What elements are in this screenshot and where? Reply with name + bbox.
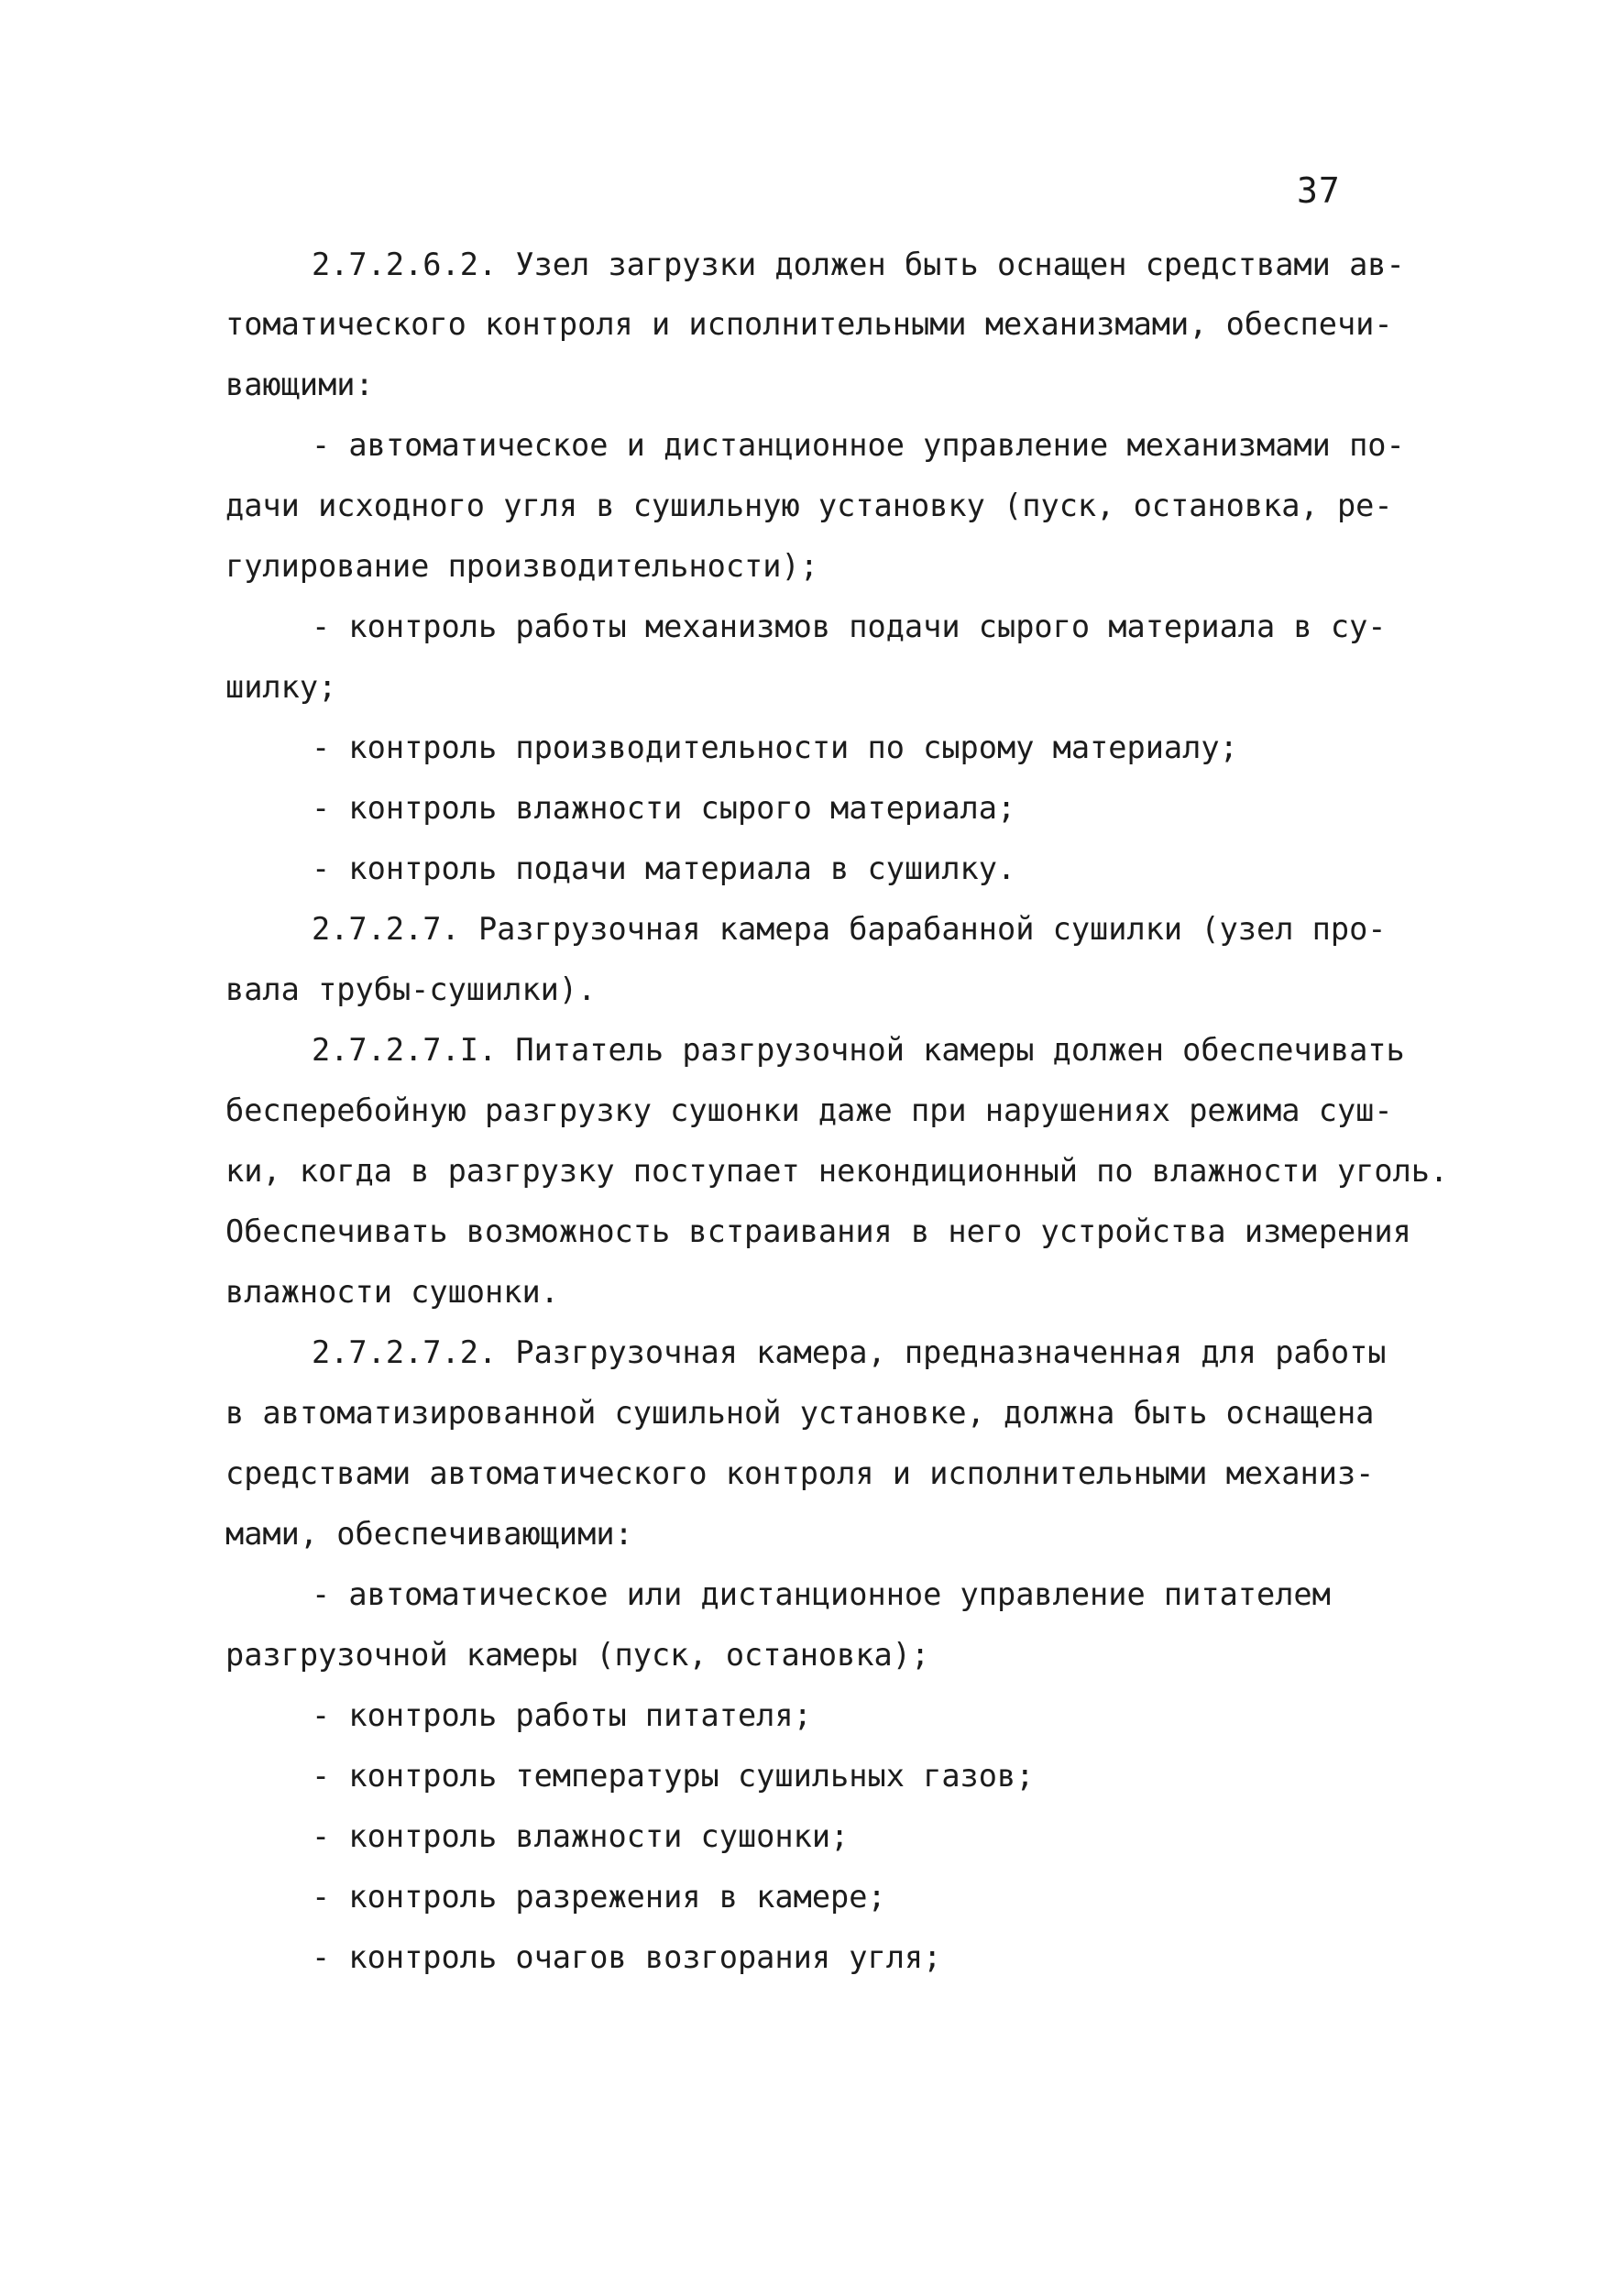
text-line: шилку; — [225, 669, 337, 705]
text-line: - контроль очагов возгорания угля; — [312, 1939, 942, 1975]
text-line: бесперебойную разгрузку сушонки даже при нарушениях режима суш- — [225, 1092, 1393, 1128]
page-number: 37 — [1297, 170, 1341, 211]
text-line: - контроль подачи материала в сушилку. — [312, 851, 1016, 886]
text-line: - автоматическое и дистанционное управление механизмами по- — [312, 427, 1405, 463]
text-line: ки, когда в разгрузку поступает некондиционный по влажности уголь. — [225, 1153, 1449, 1189]
text-line: вающими: — [225, 367, 374, 402]
text-line: дачи исходного угля в сушильную установку (пуск, остановка, ре- — [225, 488, 1393, 523]
text-line: - контроль разрежения в камере; — [312, 1879, 886, 1915]
text-line: 2.7.2.7.2. Разгрузочная камера, предназначенная для работы — [312, 1334, 1387, 1370]
text-line: 2.7.2.7.I. Питатель разгрузочной камеры должен обеспечивать — [312, 1032, 1405, 1068]
text-line: - контроль работы механизмов подачи сырого материала в су- — [312, 609, 1387, 644]
text-line: - автоматическое или дистанционное управление питателем — [312, 1576, 1331, 1612]
text-line: - контроль влажности сырого материала; — [312, 790, 1016, 826]
text-line: Обеспечивать возможность встраивания в него устройства измерения — [225, 1213, 1411, 1249]
text-line: в автоматизированной сушильной установке, должна быть оснащена — [225, 1395, 1375, 1431]
text-line: вала трубы-сушилки). — [225, 971, 597, 1007]
text-line: разгрузочной камеры (пуск, остановка); — [225, 1637, 930, 1673]
text-line: мами, обеспечивающими: — [225, 1516, 633, 1552]
text-line: - контроль работы питателя; — [312, 1697, 812, 1733]
text-line: томатического контроля и исполнительными механизмами, обеспечи- — [225, 306, 1393, 342]
text-line: 2.7.2.6.2. Узел загрузки должен быть оснащен средствами ав- — [312, 247, 1405, 282]
text-line: влажности сушонки. — [225, 1274, 559, 1310]
text-line: - контроль влажности сушонки; — [312, 1818, 850, 1854]
text-line: - контроль производительности по сырому материалу; — [312, 730, 1238, 765]
text-line: - контроль температуры сушильных газов; — [312, 1758, 1035, 1794]
text-line: гулирование производительности); — [225, 548, 818, 584]
text-line: 2.7.2.7. Разгрузочная камера барабанной сушилки (узел про- — [312, 911, 1387, 947]
text-line: средствами автоматического контроля и исполнительными механиз- — [225, 1455, 1375, 1491]
